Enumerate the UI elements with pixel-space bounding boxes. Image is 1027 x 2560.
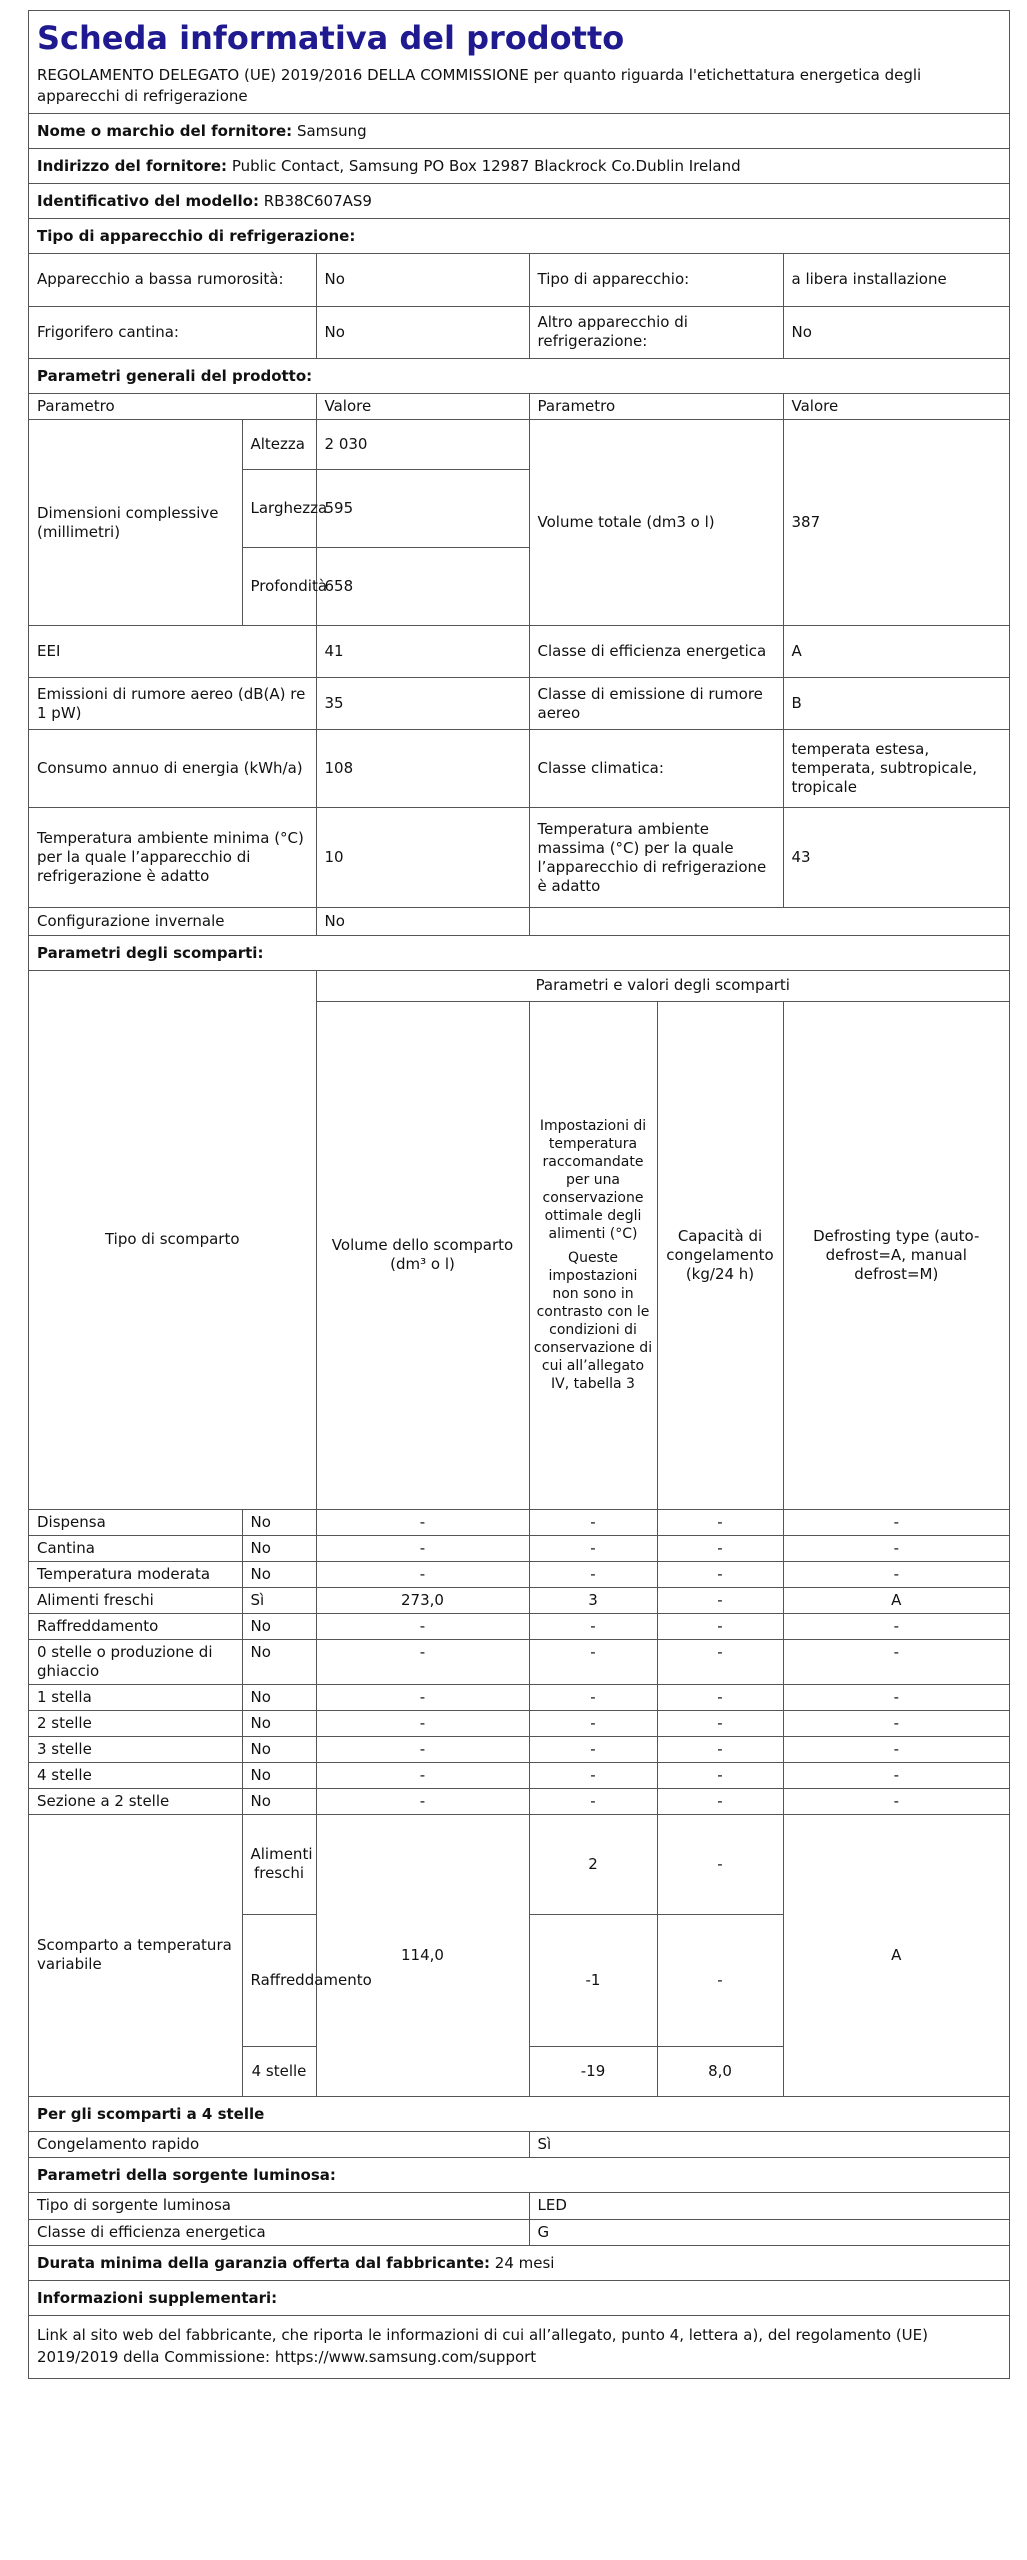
noise-label: Emissioni di rumore aereo (dB(A) re 1 pW) (29, 678, 316, 730)
compartment-freeze: - (657, 1736, 783, 1762)
winter-config-value: No (316, 908, 529, 936)
compartment-name: 1 stella (29, 1684, 242, 1710)
compartment-freeze: - (657, 1762, 783, 1788)
compartment-defrost: - (783, 1710, 1009, 1736)
compartment-volume: - (316, 1762, 529, 1788)
compartment-present: No (242, 1561, 316, 1587)
compartment-volume: - (316, 1788, 529, 1814)
variable-sub-name: Alimenti freschi (242, 1814, 316, 1914)
compartment-present: No (242, 1762, 316, 1788)
compartment-temp: - (529, 1509, 657, 1535)
other-appliance-label: Altro apparecchio di refrigerazione: (529, 306, 783, 358)
supplementary-text: Link al sito web del fabbricante, che riporta le informazioni di cui all’allegato, punto 4, lettera a), del regolamento (UE) 2019/2019 della Commissione: (37, 2325, 928, 2366)
compartment-defrost: - (783, 1684, 1009, 1710)
warranty-value: 24 mesi (494, 2253, 555, 2272)
compartment-volume: - (316, 1509, 529, 1535)
compartment-name: Cantina (29, 1535, 242, 1561)
supplementary-info (29, 2316, 1009, 2378)
compartment-row (29, 1762, 1009, 1788)
compartment-freeze: - (657, 1509, 783, 1535)
compartment-row (29, 1710, 1009, 1736)
compartment-row (29, 1639, 1009, 1684)
empty-cell (529, 908, 1009, 936)
variable-sub-temp: -19 (529, 2046, 657, 2096)
noise-class-value: B (783, 678, 1009, 730)
compartment-defrost: A (783, 1587, 1009, 1613)
variable-compartment-defrost: A (783, 1814, 1009, 2096)
model-id-row (29, 184, 1009, 219)
compartment-present: No (242, 1684, 316, 1710)
efficiency-class-label: Classe di efficienza energetica (529, 626, 783, 678)
compartment-temp: - (529, 1684, 657, 1710)
supplier-name-row (29, 114, 1009, 149)
winter-config-label: Configurazione invernale (29, 908, 316, 936)
compartment-name: Dispensa (29, 1509, 242, 1535)
compartment-defrost: - (783, 1613, 1009, 1639)
compartment-name: 0 stelle o produzione di ghiaccio (29, 1639, 242, 1684)
value-header-2: Valore (783, 394, 1009, 420)
recommended-temp-note: Queste impostazioni non sono in contrasto con le condizioni di conservazione di cui all’allegato IV, tabella 3 (533, 1250, 653, 1392)
height-value: 2 030 (316, 420, 529, 470)
variable-sub-temp: 2 (529, 1814, 657, 1914)
compartment-freeze: - (657, 1788, 783, 1814)
compartments-heading: Parametri degli scomparti: (29, 936, 1009, 971)
supplementary-heading: Informazioni supplementari: (29, 2281, 1009, 2316)
light-source-table (29, 2193, 1009, 2246)
variable-compartment-row (29, 1814, 1009, 1914)
compartment-freeze: - (657, 1639, 783, 1684)
recommended-temp-text: Impostazioni di temperatura raccomandate per una conservazione ottimale degli alimenti (°C) (539, 1118, 647, 1242)
compartment-name: 4 stelle (29, 1762, 242, 1788)
compartment-volume-header: Volume dello scomparto (dm³ o l) (316, 1001, 529, 1509)
width-value: 595 (316, 470, 529, 548)
compartment-freeze: - (657, 1561, 783, 1587)
compartment-volume: 273,0 (316, 1587, 529, 1613)
compartment-freeze: - (657, 1710, 783, 1736)
variable-sub-name: 4 stelle (242, 2046, 316, 2096)
model-id-label: Identificativo del modello: (37, 192, 259, 210)
fast-freeze-value: Sì (529, 2132, 1009, 2158)
light-source-heading: Parametri della sorgente luminosa: (29, 2158, 1009, 2193)
freezing-capacity-header: Capacità di congelamento (kg/24 h) (657, 1001, 783, 1509)
efficiency-class-value: A (783, 626, 1009, 678)
compartment-present: No (242, 1613, 316, 1639)
compartment-freeze: - (657, 1535, 783, 1561)
compartment-row (29, 1561, 1009, 1587)
compartment-present: No (242, 1788, 316, 1814)
compartment-name: 3 stelle (29, 1736, 242, 1762)
compartment-temp: - (529, 1788, 657, 1814)
compartment-present: No (242, 1639, 316, 1684)
compartment-temp: - (529, 1561, 657, 1587)
compartment-temp: - (529, 1736, 657, 1762)
compartment-defrost: - (783, 1788, 1009, 1814)
appliance-type-heading: Tipo di apparecchio di refrigerazione: (29, 219, 1009, 254)
width-label: Larghezza (242, 470, 316, 548)
compartment-present: No (242, 1535, 316, 1561)
regulation-intro: REGOLAMENTO DELEGATO (UE) 2019/2016 DELLA COMMISSIONE per quanto riguarda l'etichettatura energetica degli apparecchi di refrigerazione (29, 63, 1009, 114)
compartment-volume: - (316, 1684, 529, 1710)
compartment-defrost: - (783, 1561, 1009, 1587)
compartment-volume: - (316, 1535, 529, 1561)
light-type-value: LED (529, 2193, 1009, 2219)
min-temp-value: 10 (316, 808, 529, 908)
compartment-name: Sezione a 2 stelle (29, 1788, 242, 1814)
other-appliance-value: No (783, 306, 1009, 358)
warranty-label: Durata minima della garanzia offerta dal fabbricante: (37, 2253, 491, 2272)
variable-sub-freeze: - (657, 1914, 783, 2046)
param-header: Parametro (29, 394, 316, 420)
support-link[interactable]: https://www.samsung.com/support (274, 2347, 537, 2366)
model-id-value: RB38C607AS9 (263, 192, 372, 210)
compartment-freeze: - (657, 1613, 783, 1639)
compartment-defrost: - (783, 1639, 1009, 1684)
variable-sub-freeze: 8,0 (657, 2046, 783, 2096)
compartment-defrost: - (783, 1509, 1009, 1535)
general-params-table (29, 394, 1009, 937)
compartment-volume: - (316, 1561, 529, 1587)
appliance-type-label: Tipo di apparecchio: (529, 254, 783, 306)
climate-class-label: Classe climatica: (529, 730, 783, 808)
compartment-name: 2 stelle (29, 1710, 242, 1736)
compartment-present: No (242, 1710, 316, 1736)
compartment-temp: - (529, 1710, 657, 1736)
value-header: Valore (316, 394, 529, 420)
compartment-temp: - (529, 1535, 657, 1561)
compartment-row (29, 1788, 1009, 1814)
compartment-row (29, 1684, 1009, 1710)
variable-sub-temp: -1 (529, 1914, 657, 2046)
compartments-table (29, 971, 1009, 2097)
wine-cooler-label: Frigorifero cantina: (29, 306, 316, 358)
energy-consumption-label: Consumo annuo di energia (kWh/a) (29, 730, 316, 808)
recommended-temp-header (529, 1001, 657, 1509)
supplier-address-label: Indirizzo del fornitore: (37, 157, 228, 175)
light-type-label: Tipo di sorgente luminosa (29, 2193, 529, 2219)
product-information-sheet (28, 10, 1010, 2379)
wine-cooler-value: No (316, 306, 529, 358)
compartment-temp: 3 (529, 1587, 657, 1613)
compartment-freeze: - (657, 1587, 783, 1613)
max-temp-value: 43 (783, 808, 1009, 908)
variable-sub-name: Raffreddamento (242, 1914, 316, 2046)
compartment-present: Sì (242, 1587, 316, 1613)
supplier-name-label: Nome o marchio del fornitore: (37, 122, 293, 140)
param-header-2: Parametro (529, 394, 783, 420)
compartment-defrost: - (783, 1535, 1009, 1561)
light-class-label: Classe di efficienza energetica (29, 2219, 529, 2245)
page-title: Scheda informativa del prodotto (37, 19, 625, 57)
noise-value: 35 (316, 678, 529, 730)
warranty-row (29, 2246, 1009, 2281)
eei-label: EEI (29, 626, 316, 678)
compartment-name: Raffreddamento (29, 1613, 242, 1639)
dimensions-label: Dimensioni complessive (millimetri) (29, 420, 242, 626)
compartment-temp: - (529, 1762, 657, 1788)
max-temp-label: Temperatura ambiente massima (°C) per la quale l’apparecchio di refrigerazione è adatto (529, 808, 783, 908)
depth-value: 658 (316, 548, 529, 626)
compartment-temp: - (529, 1639, 657, 1684)
defrosting-type-header: Defrosting type (auto-defrost=A, manual defrost=M) (783, 1001, 1009, 1509)
general-params-heading: Parametri generali del prodotto: (29, 359, 1009, 394)
fast-freeze-label: Congelamento rapido (29, 2132, 529, 2158)
energy-consumption-value: 108 (316, 730, 529, 808)
compartment-params-header: Parametri e valori degli scomparti (316, 971, 1009, 1001)
compartment-defrost: - (783, 1762, 1009, 1788)
four-star-table (29, 2132, 1009, 2159)
compartment-name: Temperatura moderata (29, 1561, 242, 1587)
variable-sub-freeze: - (657, 1814, 783, 1914)
total-volume-label: Volume totale (dm3 o l) (529, 420, 783, 626)
compartment-row (29, 1736, 1009, 1762)
eei-value: 41 (316, 626, 529, 678)
compartment-defrost: - (783, 1736, 1009, 1762)
compartment-type-header: Tipo di scomparto (29, 971, 316, 1509)
appliance-type-table (29, 254, 1009, 359)
light-class-value: G (529, 2219, 1009, 2245)
noise-class-label: Classe di emissione di rumore aereo (529, 678, 783, 730)
climate-class-value: temperata estesa, temperata, subtropicale, tropicale (783, 730, 1009, 808)
variable-compartment-volume: 114,0 (316, 1814, 529, 2096)
appliance-type-value: a libera installazione (783, 254, 1009, 306)
compartment-present: No (242, 1509, 316, 1535)
compartment-present: No (242, 1736, 316, 1762)
compartment-freeze: - (657, 1684, 783, 1710)
compartment-row (29, 1535, 1009, 1561)
compartment-volume: - (316, 1710, 529, 1736)
compartment-row (29, 1613, 1009, 1639)
compartment-row (29, 1587, 1009, 1613)
min-temp-label: Temperatura ambiente minima (°C) per la quale l’apparecchio di refrigerazione è adatto (29, 808, 316, 908)
compartment-name: Alimenti freschi (29, 1587, 242, 1613)
low-noise-value: No (316, 254, 529, 306)
four-star-heading: Per gli scomparti a 4 stelle (29, 2097, 1009, 2132)
supplier-name-value: Samsung (296, 122, 367, 140)
total-volume-value: 387 (783, 420, 1009, 626)
supplier-address-value: Public Contact, Samsung PO Box 12987 Blackrock Co.Dublin Ireland (231, 157, 741, 175)
supplier-address-row (29, 149, 1009, 184)
low-noise-label: Apparecchio a bassa rumorosità: (29, 254, 316, 306)
variable-compartment-name: Scomparto a temperatura variabile (29, 1814, 242, 2096)
depth-label: Profondità (242, 548, 316, 626)
compartment-volume: - (316, 1639, 529, 1684)
compartment-temp: - (529, 1613, 657, 1639)
compartment-volume: - (316, 1736, 529, 1762)
compartment-volume: - (316, 1613, 529, 1639)
compartment-row (29, 1509, 1009, 1535)
height-label: Altezza (242, 420, 316, 470)
